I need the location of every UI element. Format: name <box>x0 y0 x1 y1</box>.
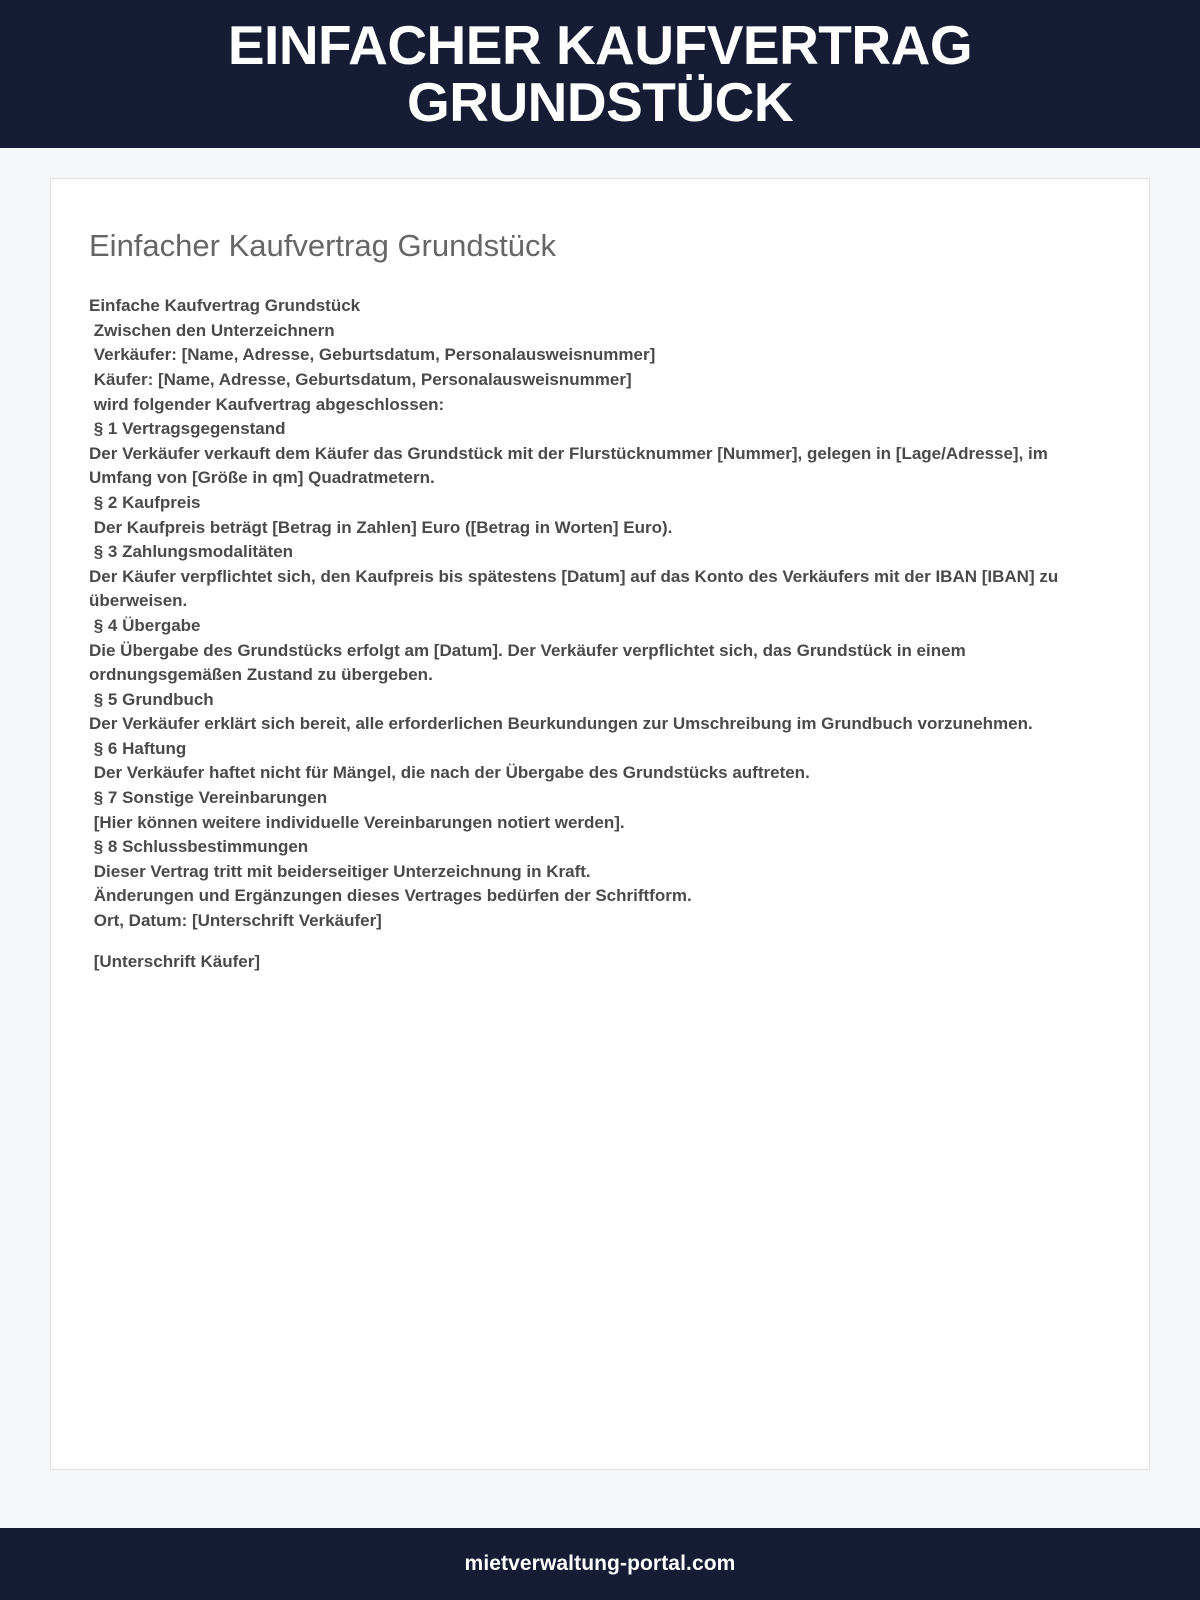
section-5-heading: § 5 Grundbuch <box>89 689 214 709</box>
intro-conclusion: wird folgender Kaufvertrag abgeschlossen: <box>89 394 445 414</box>
page-content-area <box>0 148 1200 1470</box>
intro-title: Einfache Kaufvertrag Grundstück <box>89 296 361 316</box>
section-6-heading: § 6 Haftung <box>89 738 187 758</box>
section-5-body: Der Verkäufer erklärt sich bereit, alle erforderlichen Beurkundungen zur Umschreibung im Grundbuch vorzunehmen. <box>89 714 1033 734</box>
section-8-body-1: Dieser Vertrag tritt mit beiderseitiger Unterzeichnung in Kraft. <box>89 861 591 881</box>
signature-seller: Ort, Datum: [Unterschrift Verkäufer] <box>89 911 382 931</box>
section-6-body: Der Verkäufer haftet nicht für Mängel, die nach der Übergabe des Grundstücks auftreten. <box>89 763 810 783</box>
party-seller: Verkäufer: [Name, Adresse, Geburtsdatum, Personalausweisnummer] <box>89 345 656 365</box>
party-buyer: Käufer: [Name, Adresse, Geburtsdatum, Personalausweisnummer] <box>89 369 632 389</box>
page-header-title: EINFACHER KAUFVERTRAG GRUNDSTÜCK <box>227 13 973 133</box>
document-card <box>50 178 1150 1470</box>
section-8-heading: § 8 Schlussbestimmungen <box>89 837 309 857</box>
page-header-banner <box>0 0 1200 148</box>
section-1-body: Der Verkäufer verkauft dem Käufer das Grundstück mit der Flurstücknummer [Nummer], gelegen in [Lage/Adresse], im Umfang von [Größe in qm] Quadratmetern. <box>89 443 1053 488</box>
document-title: Einfacher Kaufvertrag Grundstück <box>89 228 556 263</box>
section-3-body: Der Käufer verpflichtet sich, den Kaufpreis bis spätestens [Datum] auf das Konto des Verkäufers mit der IBAN [IBAN] zu überweisen. <box>89 566 1063 611</box>
footer-site-name: mietverwaltung-portal.com <box>464 1552 736 1575</box>
section-7-body: [Hier können weitere individuelle Vereinbarungen notiert werden]. <box>89 812 625 832</box>
section-4-heading: § 4 Übergabe <box>89 615 201 635</box>
section-1-heading: § 1 Vertragsgegenstand <box>89 419 286 439</box>
section-7-heading: § 7 Sonstige Vereinbarungen <box>89 788 328 808</box>
section-4-body: Die Übergabe des Grundstücks erfolgt am [Datum]. Der Verkäufer verpflichtet sich, das Grundstück in einem ordnungsgemäßen Zustand zu übergeben. <box>89 640 971 685</box>
page-footer-banner <box>0 1528 1200 1600</box>
signature-buyer: [Unterschrift Käufer] <box>89 951 260 971</box>
intro-between: Zwischen den Unterzeichnern <box>89 320 335 340</box>
section-3-heading: § 3 Zahlungsmodalitäten <box>89 542 294 562</box>
section-8-body-2: Änderungen und Ergänzungen dieses Vertrages bedürfen der Schriftform. <box>89 886 692 906</box>
section-2-body: Der Kaufpreis beträgt [Betrag in Zahlen] Euro ([Betrag in Worten] Euro). <box>89 517 673 537</box>
document-body <box>89 294 1074 974</box>
section-2-heading: § 2 Kaufpreis <box>89 492 201 512</box>
